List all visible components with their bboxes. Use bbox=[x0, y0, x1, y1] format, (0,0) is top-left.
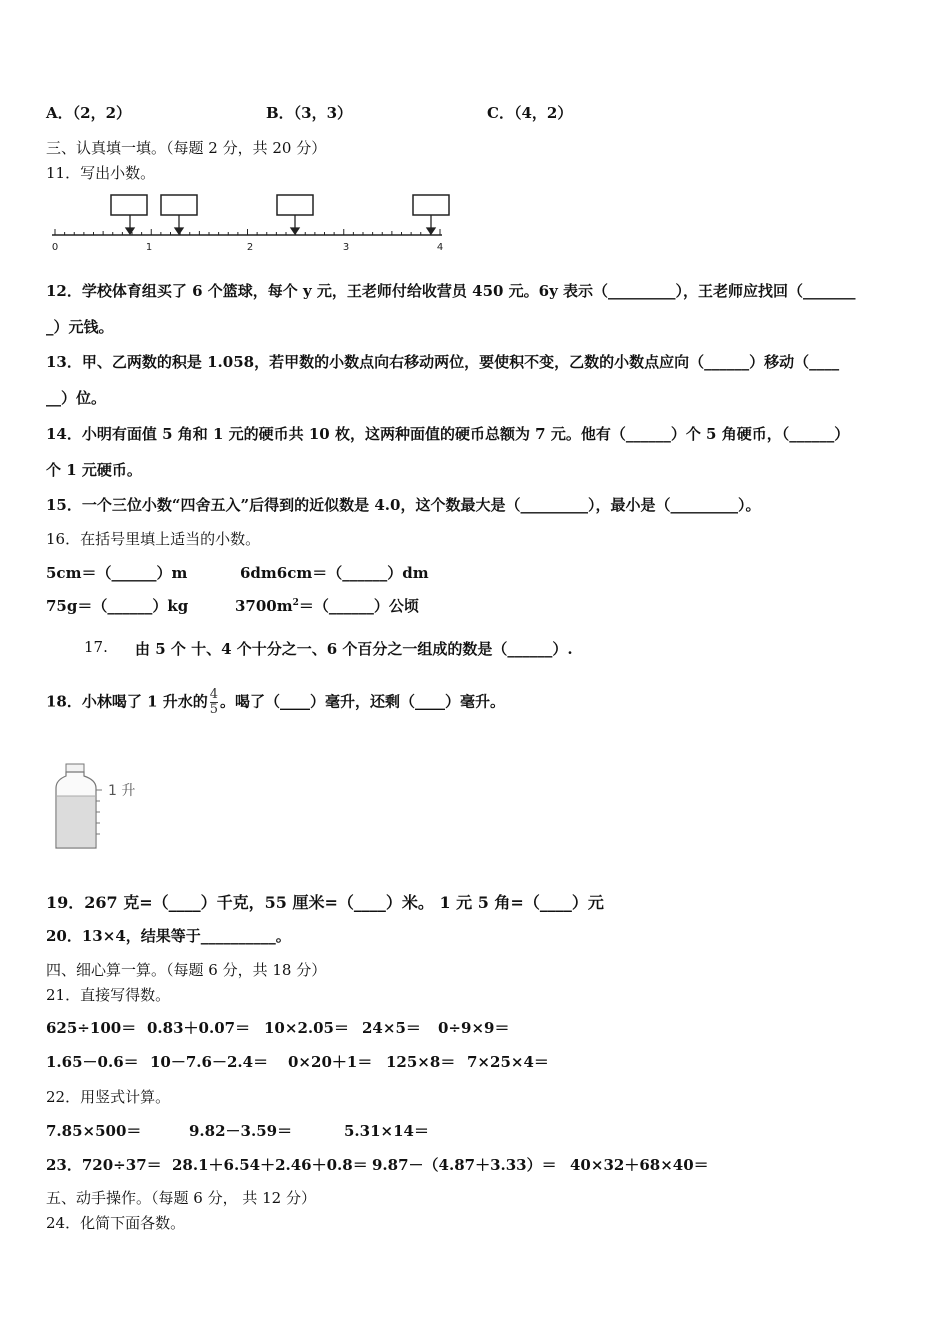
calc-item: 7.85×500＝ bbox=[46, 1122, 142, 1140]
calc-item: 28.1＋6.54＋2.46＋0.8＝ bbox=[172, 1156, 368, 1174]
tick-label-3: 3 bbox=[342, 242, 350, 253]
section-5-heading: 五、动手操作。（每题 6 分， 共 12 分） bbox=[46, 1189, 316, 1207]
calc-item: 10－7.6－2.4＝ bbox=[150, 1053, 269, 1071]
scale-marks bbox=[96, 790, 102, 834]
q20-text: 20．13×4，结果等于__________。 bbox=[46, 927, 291, 945]
answer-box bbox=[413, 195, 449, 215]
calc-item: 9.82－3.59＝ bbox=[189, 1122, 293, 1140]
q13-line2: __）位。 bbox=[46, 389, 107, 407]
answer-box bbox=[277, 195, 313, 215]
tick-label-0: 0 bbox=[51, 242, 59, 253]
q16-r2a: 75g＝（______）kg bbox=[46, 597, 189, 615]
calc-item: 125×8＝ bbox=[386, 1053, 456, 1071]
pointer-arrows bbox=[126, 215, 435, 234]
q13-line1: 13．甲、乙两数的积是 1.058，若甲数的小数点向右移动两位，要使积不变，乙数的小数点应向（______）移动（____ bbox=[46, 353, 840, 371]
tick-label-2: 2 bbox=[246, 242, 254, 253]
answer-box bbox=[111, 195, 147, 215]
q22-text: 22．用竖式计算。 bbox=[46, 1088, 171, 1106]
calc-item: 23．720÷37＝ bbox=[46, 1156, 162, 1174]
q15-text: 15．一个三位小数“四舍五入”后得到的近似数是 4.0，这个数最大是（_________），最小是（_________）。 bbox=[46, 496, 761, 514]
bottle-label: 1 升 bbox=[108, 783, 136, 799]
q16-r1a: 5cm＝（______）m bbox=[46, 564, 188, 582]
q14-line2: 个 1 元硬币。 bbox=[46, 461, 142, 479]
q24-text: 24．化简下面各数。 bbox=[46, 1214, 186, 1232]
bottle-water bbox=[57, 796, 95, 847]
answer-box bbox=[161, 195, 197, 215]
q16-r2b: $3700m^2=(\_\_\_\_\_\_)$公顷 bbox=[235, 597, 419, 615]
q14-line1: 14．小明有面值 5 角和 1 元的硬币共 10 枚，这两种面值的硬币总额为 7 元。他有（______）个 5 角硬币，（______） bbox=[46, 425, 850, 443]
calc-item: 7×25×4＝ bbox=[467, 1053, 549, 1071]
option-b: B．（3，3） bbox=[266, 104, 353, 122]
calc-item: 10×2.05＝ bbox=[264, 1019, 349, 1037]
calc-item: 5.31×14＝ bbox=[344, 1122, 429, 1140]
section-4-heading: 四、细心算一算。（每题 6 分，共 18 分） bbox=[46, 961, 327, 979]
q18-text: 18．小林喝了 1 升水的 $\frac{4}{5}$ 。喝了（____）毫升，还剩（____）毫升。 bbox=[46, 687, 506, 717]
axis-labels bbox=[52, 242, 443, 253]
q17-number: 17. bbox=[84, 638, 108, 656]
water-bottle-figure bbox=[50, 760, 150, 852]
q16-r1b: 6dm6cm＝（______）dm bbox=[240, 564, 429, 582]
q11-text: 11．写出小数。 bbox=[46, 164, 156, 182]
calc-item: 9.87－（4.87＋3.33）＝ bbox=[372, 1156, 557, 1174]
calc-item: 0÷9×9＝ bbox=[438, 1019, 510, 1037]
q12-line1: 12．学校体育组买了 6 个篮球，每个 y 元，王老师付给收营员 450 元。6y 表示（_________），王老师应找回（_______ bbox=[46, 282, 856, 300]
q19-text: 19．267 克=（____）千克，55 厘米=（____）米。 1 元 5 角=（____）元 bbox=[46, 893, 604, 912]
calc-item: 625÷100＝ bbox=[46, 1019, 137, 1037]
section-3-heading: 三、认真填一填。（每题 2 分，共 20 分） bbox=[46, 139, 327, 157]
calc-item: 0×20＋1＝ bbox=[288, 1053, 373, 1071]
q17-text: 由 5 个 十、4 个十分之一、6 个百分之一组成的数是（______）. bbox=[135, 640, 573, 658]
calc-item: 24×5＝ bbox=[362, 1019, 421, 1037]
bottle-cap bbox=[66, 764, 84, 772]
axis-ticks bbox=[55, 229, 440, 235]
q21-text: 21．直接写得数。 bbox=[46, 986, 171, 1004]
number-line-figure bbox=[46, 190, 456, 256]
tick-label-4: 4 bbox=[436, 242, 444, 253]
option-c: C．（4，2） bbox=[487, 104, 573, 122]
fraction-four-fifths: $\frac{4}{5}$ bbox=[209, 687, 219, 717]
tick-label-1: 1 bbox=[145, 242, 153, 253]
option-a: A．（2，2） bbox=[46, 104, 132, 122]
q12-line2: _）元钱。 bbox=[46, 318, 114, 336]
q16-text: 16．在括号里填上适当的小数。 bbox=[46, 530, 261, 548]
calc-item: 1.65－0.6＝ bbox=[46, 1053, 139, 1071]
answer-boxes bbox=[111, 195, 449, 215]
calc-item: 40×32＋68×40＝ bbox=[570, 1156, 709, 1174]
calc-item: 0.83＋0.07＝ bbox=[147, 1019, 251, 1037]
